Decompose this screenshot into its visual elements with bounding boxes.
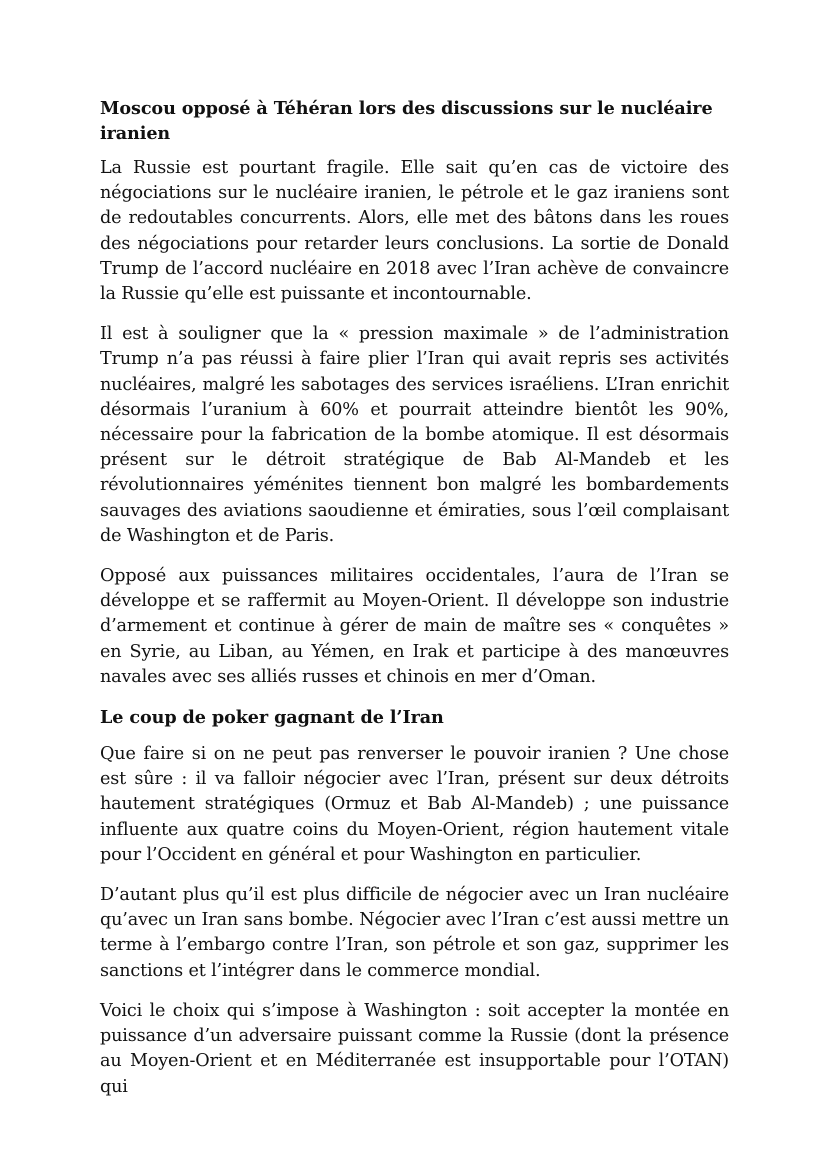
paragraph-pression-maximale: Il est à souligner que la « pression maximale » de l’administration Trump n’a pas réussi à faire plier l’Iran qui avait repris ses activités nucléaires, malgré les sabotages des services israéliens. L’Iran enrichit désormais l’uranium à 60% et pourrait atteindre bientôt les 90%, nécessaire pour la fabrication de la bombe atomique. Il est désormais présent sur le détroit stratégique de Bab Al-Mandeb et les révolutionnaires yéménites tiennent bon malgré les bombardements sauvages des aviations saoudienne et émiraties, sous l’œil complaisant de Washington et de Paris. bbox=[100, 324, 729, 546]
section-heading-coup-de-poker: Le coup de poker gagnant de l’Iran bbox=[100, 707, 444, 729]
paragraph-russie-fragile: La Russie est pourtant fragile. Elle sait qu’en cas de victoire des négociations sur le nucléaire iranien, le pétrole et le gaz iraniens sont de redoutables concurrents. Alors, elle met des bâtons dans les roues des négociations pour retarder leurs conclusions. La sortie de Donald Trump de l’accord nucléaire en 2018 avec l’Iran achève de convaincre la Russie qu’elle est puissante et incontournable. bbox=[100, 158, 729, 305]
paragraph-que-faire: Que faire si on ne peut pas renverser le pouvoir iranien ? Une chose est sûre : il va falloir négocier avec l’Iran, présent sur deux détroits hautement stratégiques (Ormuz et Bab Al-Mandeb) ; une puissance influente aux quatre coins du Moyen-Orient, région hautement vitale pour l’Occident en général et pour Washington en particulier. bbox=[100, 744, 729, 865]
paragraph-aura-iran: Opposé aux puissances militaires occidentales, l’aura de l’Iran se développe et se raffermit au Moyen-Orient. Il développe son industrie d’armement et continue à gérer de main de maître ses « conquêtes » en Syrie, au Liban, au Yémen, en Irak et participe à des manœuvres navales avec ses alliés russes et chinois en mer d’Oman. bbox=[100, 566, 729, 687]
document-page bbox=[100, 96, 729, 1115]
section-heading-moscou: Moscou opposé à Téhéran lors des discussions sur le nucléaire iranien bbox=[100, 98, 713, 144]
paragraph-choix-washington: Voici le choix qui s’impose à Washington : soit accepter la montée en puissance d’un adversaire puissant comme la Russie (dont la présence au Moyen-Orient et en Méditerranée est insupportable pour l’OTAN) qui bbox=[100, 1000, 729, 1097]
paragraph-dautant-plus: D’autant plus qu’il est plus difficile de négocier avec un Iran nucléaire qu’avec un Iran sans bombe. Négocier avec l’Iran c’est aussi mettre un terme à l’embargo contre l’Iran, son pétrole et son gaz, supprimer les sanctions et l’intégrer dans le commerce mondial. bbox=[100, 885, 729, 981]
